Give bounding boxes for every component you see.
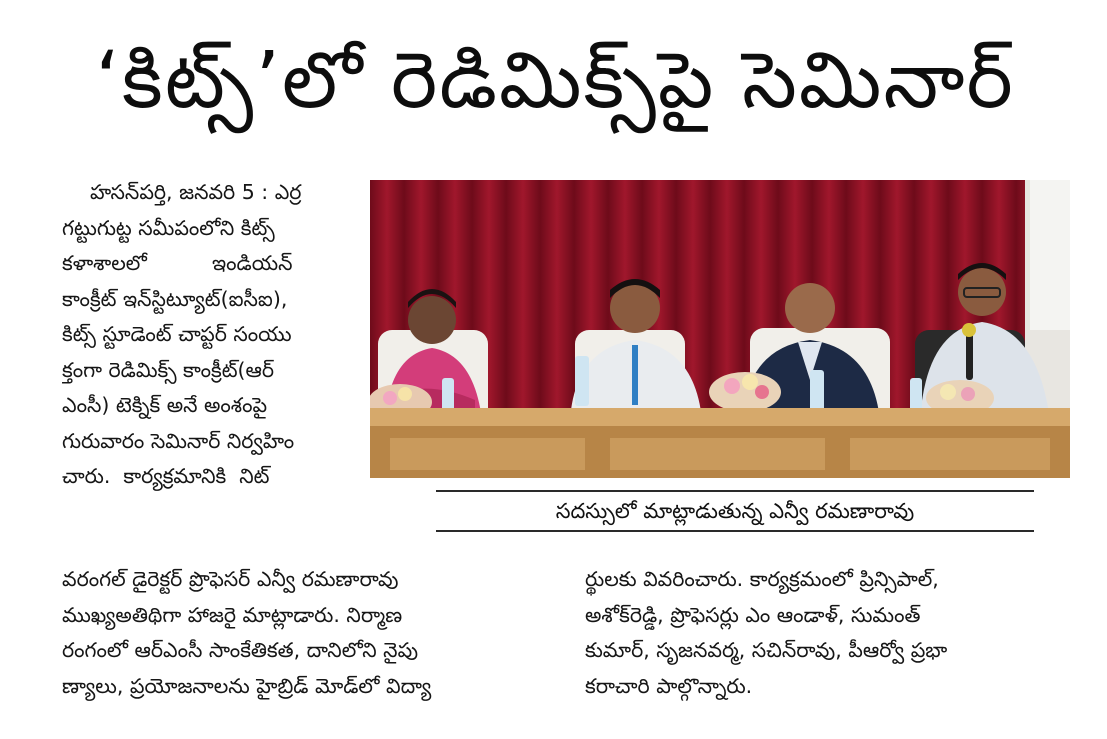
- article-line: ర్థులకు వివరించారు. కార్యక్రమంలో ప్రిన్సిపాల్,: [585, 567, 939, 591]
- article-line: ఎంసీ) టెక్నిక్ అనే అంశంపై: [62, 393, 268, 417]
- article-line: కాంక్రీట్ ఇన్‌స్టిట్యూట్(ఐసీఐ),: [62, 286, 288, 311]
- article-line: అశోక్‌రెడ్డి, ప్రొఫెసర్లు ఎం ఆండాళ్, సుమంత్: [585, 602, 921, 627]
- seminar-photo-illustration: [370, 180, 1070, 478]
- article-line: కరాచారి పాల్గొన్నారు.: [585, 673, 753, 698]
- article-line: కిట్స్ స్టూడెంట్ చాప్టర్ సంయు: [62, 322, 292, 346]
- article-column-bottom-left: [62, 562, 532, 704]
- article-line: గురువారం సెమినార్ నిర్వహిం: [62, 428, 295, 453]
- article-line: క్తంగా రెడిమిక్స్ కాంక్రీట్(ఆర్: [62, 357, 275, 382]
- article-line: చారు. కార్యక్రమానికి నిట్: [62, 464, 270, 488]
- article-column-top: [62, 175, 362, 495]
- article-line: కుమార్, సృజనవర్మ, సచిన్‌రావు, పీఆర్వో ప్రభా: [585, 638, 948, 662]
- article-line: వరంగల్ డైరెక్టర్ ప్రొఫెసర్ ఎన్వీ రమణారావు: [62, 567, 399, 591]
- photo-caption: సదస్సులో మాట్లాడుతున్న ఎన్వీ రమణారావు: [436, 490, 1034, 532]
- article-line: రంగంలో ఆర్ఎంసీ సాంకేతికత, దానిలోని నైపు: [62, 638, 419, 662]
- article-column-bottom-right: [585, 562, 1085, 704]
- article-line: హసన్‌పర్తి, జనవరి 5 : ఎర్ర: [90, 180, 302, 204]
- seminar-photo: [370, 180, 1070, 478]
- article-line: కళాశాలలో ఇండియన్: [62, 251, 293, 275]
- article-line: ణ్యాలు, ప్రయోజనాలను హైబ్రిడ్ మోడ్‌లో విద్యా: [62, 673, 432, 698]
- article-line: ముఖ్యఅతిథిగా హాజరై మాట్లాడారు. నిర్మాణ: [62, 602, 403, 627]
- article-line: గట్టుగుట్ట సమీపంలోని కిట్స్: [62, 215, 275, 240]
- headline: ‘కిట్స్’లో రెడిమిక్స్‌పై సెమినార్: [95, 36, 1015, 126]
